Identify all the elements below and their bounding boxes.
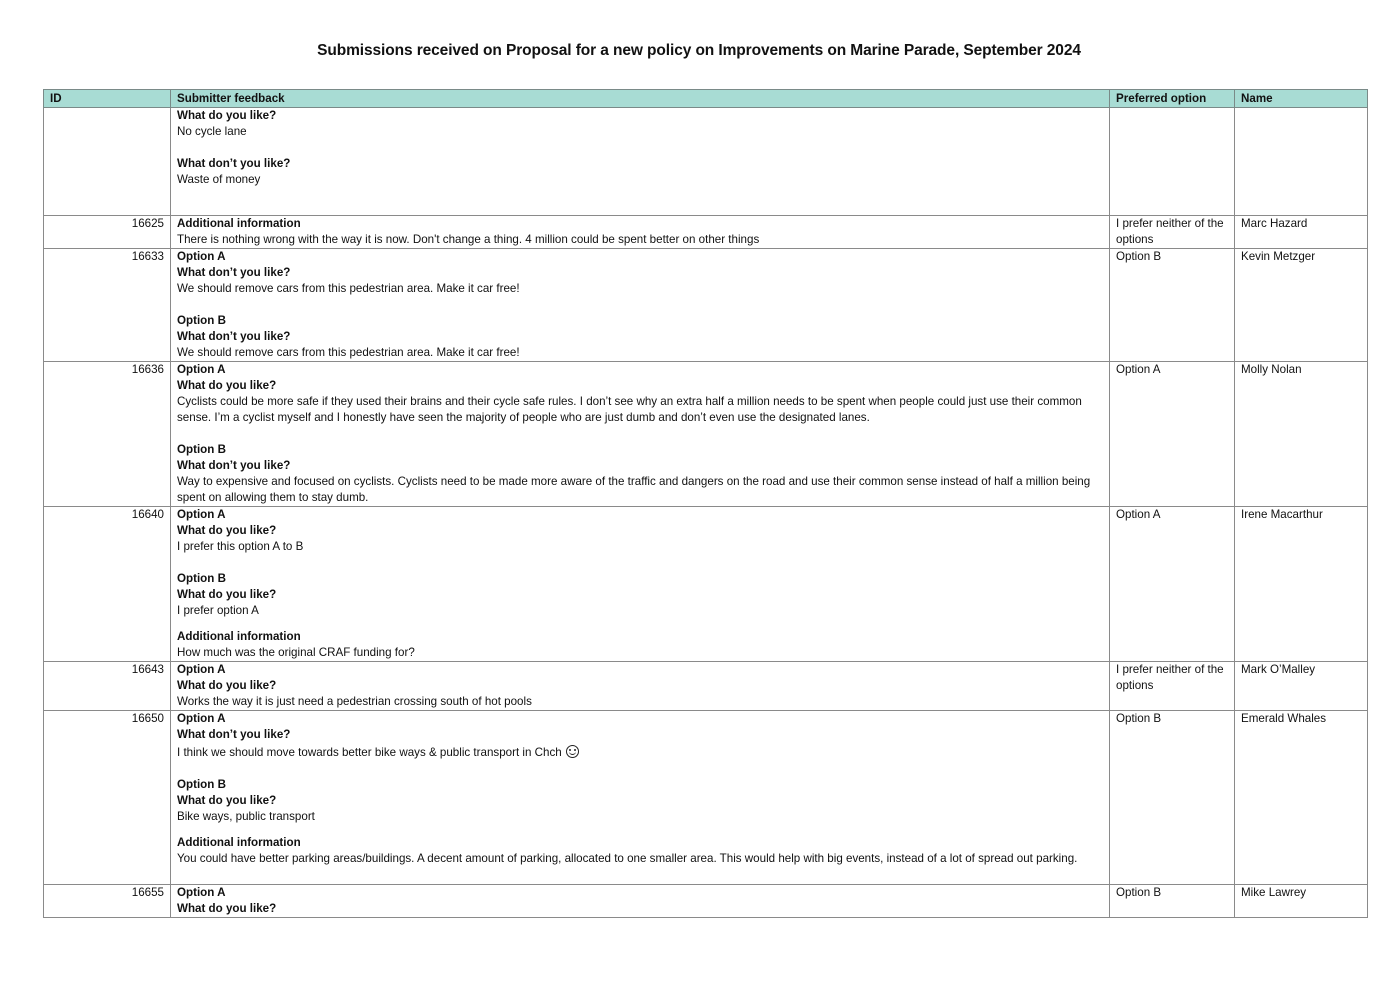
feedback-text: There is nothing wrong with the way it is now. Don't change a thing. 4 million could be spent better on other things	[177, 233, 760, 246]
feedback-label: What don’t you like?	[177, 459, 291, 472]
feedback-text: No cycle lane	[177, 125, 247, 138]
feedback-label: What don’t you like?	[177, 266, 291, 279]
feedback-text: We should remove cars from this pedestrian area. Make it car free!	[177, 346, 520, 359]
feedback-label: Additional information	[177, 630, 301, 643]
row-id: 16655	[44, 885, 171, 918]
feedback-label: What don’t you like?	[177, 157, 291, 170]
row-preferred-option: I prefer neither of the options	[1110, 216, 1235, 249]
feedback-text: Waste of money	[177, 173, 261, 186]
table-row	[44, 249, 1368, 362]
row-id: 16625	[44, 216, 171, 249]
row-feedback	[171, 108, 1110, 216]
feedback-text: Way to expensive and focused on cyclists. Cyclists need to be made more aware of the traffic and dangers on the road and use their common sense instead of half a million being spent on allowing them to stay dumb.	[177, 475, 1091, 504]
row-feedback	[171, 216, 1110, 249]
feedback-text: I prefer option A	[177, 604, 259, 617]
row-id	[44, 108, 171, 216]
row-preferred-option: Option B	[1110, 711, 1235, 885]
row-id: 16636	[44, 362, 171, 507]
row-feedback	[171, 885, 1110, 918]
feedback-label: Option A	[177, 363, 226, 376]
header-name: Name	[1235, 90, 1368, 108]
feedback-label: What do you like?	[177, 794, 277, 807]
row-id: 16643	[44, 662, 171, 711]
table-row	[44, 662, 1368, 711]
row-name: Emerald Whales	[1235, 711, 1368, 885]
row-name	[1235, 108, 1368, 216]
feedback-label: Additional information	[177, 836, 301, 849]
row-preferred-option	[1110, 108, 1235, 216]
row-feedback	[171, 662, 1110, 711]
feedback-label: Option B	[177, 443, 226, 456]
row-name: Irene Macarthur	[1235, 507, 1368, 662]
feedback-label: Additional information	[177, 217, 301, 230]
row-id: 16650	[44, 711, 171, 885]
feedback-label: Option B	[177, 314, 226, 327]
feedback-text: You could have better parking areas/buildings. A decent amount of parking, allocated to one smaller area. This would help with big events, instead of a lot of spread out parking.	[177, 852, 1078, 865]
feedback-label: What don’t you like?	[177, 330, 291, 343]
row-feedback	[171, 249, 1110, 362]
row-preferred-option: Option B	[1110, 885, 1235, 918]
feedback-label: What do you like?	[177, 109, 277, 122]
row-id: 16640	[44, 507, 171, 662]
table-row	[44, 108, 1368, 216]
row-preferred-option: Option B	[1110, 249, 1235, 362]
table-row	[44, 507, 1368, 662]
row-feedback	[171, 711, 1110, 885]
feedback-text: Works the way it is just need a pedestrian crossing south of hot pools	[177, 695, 532, 708]
feedback-label: Option B	[177, 778, 226, 791]
feedback-label: Option A	[177, 508, 226, 521]
table-row	[44, 362, 1368, 507]
feedback-label: What do you like?	[177, 524, 277, 537]
feedback-label: Option A	[177, 886, 226, 899]
table-header-row	[44, 90, 1368, 108]
smile-icon	[566, 745, 579, 758]
row-name: Marc Hazard	[1235, 216, 1368, 249]
feedback-text: Bike ways, public transport	[177, 810, 315, 823]
row-preferred-option: Option A	[1110, 362, 1235, 507]
feedback-label: Option B	[177, 572, 226, 585]
document-title: Submissions received on Proposal for a new policy on Improvements on Marine Parade, September 2024	[317, 42, 1081, 59]
feedback-label: What do you like?	[177, 379, 277, 392]
header-preferred-option: Preferred option	[1110, 90, 1235, 108]
feedback-text: We should remove cars from this pedestrian area. Make it car free!	[177, 282, 520, 295]
header-id: ID	[44, 90, 171, 108]
feedback-label: Option A	[177, 663, 226, 676]
row-name: Molly Nolan	[1235, 362, 1368, 507]
feedback-text: Cyclists could be more safe if they used their brains and their cycle safe rules. I don’t see why an extra half a million needs to be spent when people could just use their common sense. I’m a cyclist myself and I honestly have seen the majority of people who are just dumb and don’t even use the designated lanes.	[177, 395, 1082, 424]
row-feedback	[171, 507, 1110, 662]
table-row	[44, 216, 1368, 249]
feedback-text-with-icon	[177, 745, 1103, 761]
row-name: Mike Lawrey	[1235, 885, 1368, 918]
feedback-label: Option A	[177, 250, 226, 263]
feedback-text: I think we should move towards better bike ways & public transport in Chch	[177, 746, 562, 759]
feedback-label: What do you like?	[177, 679, 277, 692]
table-row	[44, 711, 1368, 885]
row-id: 16633	[44, 249, 171, 362]
row-name: Mark O’Malley	[1235, 662, 1368, 711]
feedback-label: What don’t you like?	[177, 728, 291, 741]
table-row	[44, 885, 1368, 918]
feedback-label: Option A	[177, 712, 226, 725]
submissions-table	[43, 89, 1368, 918]
row-preferred-option: Option A	[1110, 507, 1235, 662]
feedback-label: What do you like?	[177, 902, 277, 915]
row-name: Kevin Metzger	[1235, 249, 1368, 362]
feedback-label: What do you like?	[177, 588, 277, 601]
header-feedback: Submitter feedback	[171, 90, 1110, 108]
row-feedback	[171, 362, 1110, 507]
row-preferred-option: I prefer neither of the options	[1110, 662, 1235, 711]
feedback-text: How much was the original CRAF funding for?	[177, 646, 415, 659]
feedback-text: I prefer this option A to B	[177, 540, 304, 553]
